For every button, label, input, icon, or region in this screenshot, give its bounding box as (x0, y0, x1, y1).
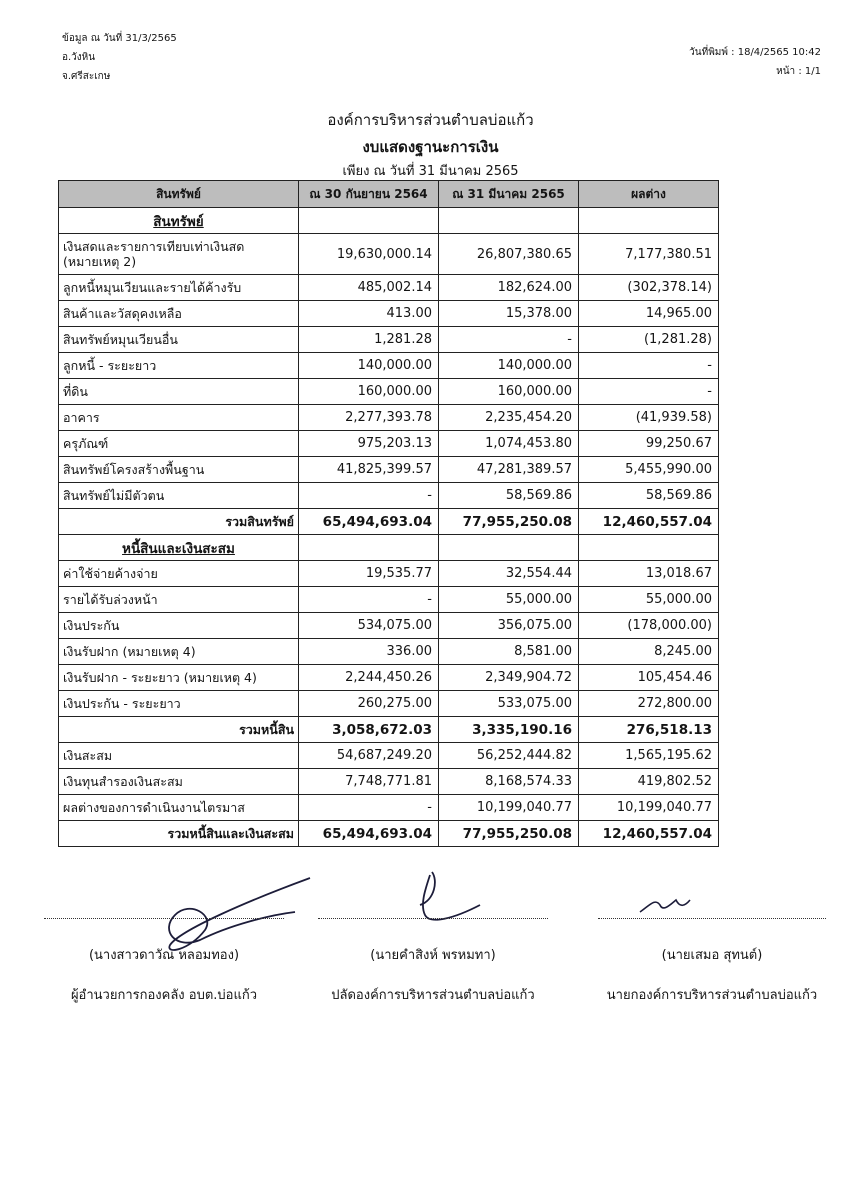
row-label: สินทรัพย์หมุนเวียนอื่น (59, 327, 299, 353)
col-header-mar-2565: ณ 31 มีนาคม 2565 (439, 181, 579, 208)
value-mar-2565: 533,075.00 (439, 691, 579, 717)
signer-2-title: ปลัดองค์การบริหารส่วนตำบลบ่อแก้ว (331, 988, 535, 1003)
row-label: อาคาร (59, 405, 299, 431)
value-difference: (178,000.00) (579, 613, 719, 639)
value-mar-2565: 58,569.86 (439, 483, 579, 509)
value-difference: 105,454.46 (579, 665, 719, 691)
total-mar-2565: 3,335,190.16 (439, 717, 579, 743)
signature-line-3 (598, 918, 826, 919)
value-sep-2564: 2,277,393.78 (299, 405, 439, 431)
signer-1-title: ผู้อำนวยการกองคลัง อบต.บ่อแก้ว (70, 988, 258, 1003)
section-heading: สินทรัพย์ (59, 208, 299, 234)
value-difference: (1,281.28) (579, 327, 719, 353)
value-mar-2565: 8,168,574.33 (439, 769, 579, 795)
row-label: เงินสดและรายการเทียบเท่าเงินสด (หมายเหตุ 2) (59, 234, 299, 275)
signer-3-title: นายกองค์การบริหารส่วนตำบลบ่อแก้ว (606, 988, 818, 1003)
province: จ.ศรีสะเกษ (62, 71, 111, 82)
value-sep-2564: 975,203.13 (299, 431, 439, 457)
value-mar-2565: 140,000.00 (439, 353, 579, 379)
value-sep-2564: 19,630,000.14 (299, 234, 439, 275)
total-mar-2565: 77,955,250.08 (439, 821, 579, 847)
row-label: เงินทุนสำรองเงินสะสม (59, 769, 299, 795)
total-label: รวมสินทรัพย์ (59, 509, 299, 535)
value-sep-2564: - (299, 795, 439, 821)
row-label: ลูกหนี้ - ระยะยาว (59, 353, 299, 379)
value-sep-2564: 336.00 (299, 639, 439, 665)
row-label: ค่าใช้จ่ายค้างจ่าย (59, 561, 299, 587)
row-label: รายได้รับล่วงหน้า (59, 587, 299, 613)
col-header-item: สินทรัพย์ (59, 181, 299, 208)
value-mar-2565: 55,000.00 (439, 587, 579, 613)
value-mar-2565: 56,252,444.82 (439, 743, 579, 769)
value-mar-2565: 1,074,453.80 (439, 431, 579, 457)
value-sep-2564: - (299, 483, 439, 509)
total-label: รวมหนี้สินและเงินสะสม (59, 821, 299, 847)
value-difference: 419,802.52 (579, 769, 719, 795)
value-mar-2565: 10,199,040.77 (439, 795, 579, 821)
data-date: ข้อมูล ณ วันที่ 31/3/2565 (62, 33, 177, 44)
value-mar-2565: 26,807,380.65 (439, 234, 579, 275)
row-label: ลูกหนี้หมุนเวียนและรายได้ค้างรับ (59, 275, 299, 301)
row-label: เงินรับฝาก - ระยะยาว (หมายเหตุ 4) (59, 665, 299, 691)
value-mar-2565: 8,581.00 (439, 639, 579, 665)
value-mar-2565: 160,000.00 (439, 379, 579, 405)
value-sep-2564: 19,535.77 (299, 561, 439, 587)
value-difference: (41,939.58) (579, 405, 719, 431)
row-label: สินทรัพย์ไม่มีตัวตน (59, 483, 299, 509)
col-header-difference: ผลต่าง (579, 181, 719, 208)
total-sep-2564: 65,494,693.04 (299, 821, 439, 847)
value-difference: 14,965.00 (579, 301, 719, 327)
print-date: วันที่พิมพ์ : 18/4/2565 10:42 (689, 47, 821, 58)
row-label: ที่ดิน (59, 379, 299, 405)
value-difference: 5,455,990.00 (579, 457, 719, 483)
value-sep-2564: 413.00 (299, 301, 439, 327)
value-mar-2565: 2,235,454.20 (439, 405, 579, 431)
value-sep-2564: 260,275.00 (299, 691, 439, 717)
value-sep-2564: 485,002.14 (299, 275, 439, 301)
value-sep-2564: 41,825,399.57 (299, 457, 439, 483)
value-sep-2564: 160,000.00 (299, 379, 439, 405)
total-difference: 12,460,557.04 (579, 509, 719, 535)
value-difference: 55,000.00 (579, 587, 719, 613)
value-difference: 272,800.00 (579, 691, 719, 717)
value-sep-2564: 140,000.00 (299, 353, 439, 379)
row-label: ผลต่างของการดำเนินงานไตรมาส (59, 795, 299, 821)
total-sep-2564: 3,058,672.03 (299, 717, 439, 743)
value-sep-2564: 2,244,450.26 (299, 665, 439, 691)
value-mar-2565: 182,624.00 (439, 275, 579, 301)
org-name: องค์การบริหารส่วนตำบลบ่อแก้ว (327, 111, 534, 129)
signer-2-name: (นายคำสิงห์ พรหมทา) (370, 948, 496, 963)
page-number: หน้า : 1/1 (776, 66, 821, 77)
value-difference: - (579, 379, 719, 405)
value-sep-2564: 1,281.28 (299, 327, 439, 353)
value-difference: 7,177,380.51 (579, 234, 719, 275)
district: อ.วังหิน (62, 52, 96, 63)
row-label: สินทรัพย์โครงสร้างพื้นฐาน (59, 457, 299, 483)
section-heading: หนี้สินและเงินสะสม (59, 535, 299, 561)
statement-date: เพียง ณ วันที่ 31 มีนาคม 2565 (342, 164, 519, 179)
row-label: ครุภัณฑ์ (59, 431, 299, 457)
row-label: เงินสะสม (59, 743, 299, 769)
value-sep-2564: 534,075.00 (299, 613, 439, 639)
value-mar-2565: 2,349,904.72 (439, 665, 579, 691)
value-sep-2564: 7,748,771.81 (299, 769, 439, 795)
row-label: สินค้าและวัสดุคงเหลือ (59, 301, 299, 327)
signature-line-1 (44, 918, 284, 919)
row-label: เงินรับฝาก (หมายเหตุ 4) (59, 639, 299, 665)
col-header-sep-2564: ณ 30 กันยายน 2564 (299, 181, 439, 208)
signature-line-2 (318, 918, 548, 919)
value-difference: 10,199,040.77 (579, 795, 719, 821)
value-difference: 99,250.67 (579, 431, 719, 457)
value-sep-2564: 54,687,249.20 (299, 743, 439, 769)
total-difference: 12,460,557.04 (579, 821, 719, 847)
statement-title: งบแสดงฐานะการเงิน (362, 138, 499, 156)
value-difference: 8,245.00 (579, 639, 719, 665)
value-difference: - (579, 353, 719, 379)
signer-1-name: (นางสาวดาวัณ หลอมทอง) (88, 948, 240, 963)
value-mar-2565: 356,075.00 (439, 613, 579, 639)
total-sep-2564: 65,494,693.04 (299, 509, 439, 535)
signer-3-name: (นายเสมอ สุทนต์) (661, 948, 763, 963)
value-difference: (302,378.14) (579, 275, 719, 301)
value-sep-2564: - (299, 587, 439, 613)
row-label: เงินประกัน (59, 613, 299, 639)
row-label: เงินประกัน - ระยะยาว (59, 691, 299, 717)
value-mar-2565: 47,281,389.57 (439, 457, 579, 483)
value-mar-2565: 32,554.44 (439, 561, 579, 587)
total-mar-2565: 77,955,250.08 (439, 509, 579, 535)
value-difference: 1,565,195.62 (579, 743, 719, 769)
value-mar-2565: 15,378.00 (439, 301, 579, 327)
total-label: รวมหนี้สิน (59, 717, 299, 743)
value-difference: 58,569.86 (579, 483, 719, 509)
value-mar-2565: - (439, 327, 579, 353)
total-difference: 276,518.13 (579, 717, 719, 743)
value-difference: 13,018.67 (579, 561, 719, 587)
